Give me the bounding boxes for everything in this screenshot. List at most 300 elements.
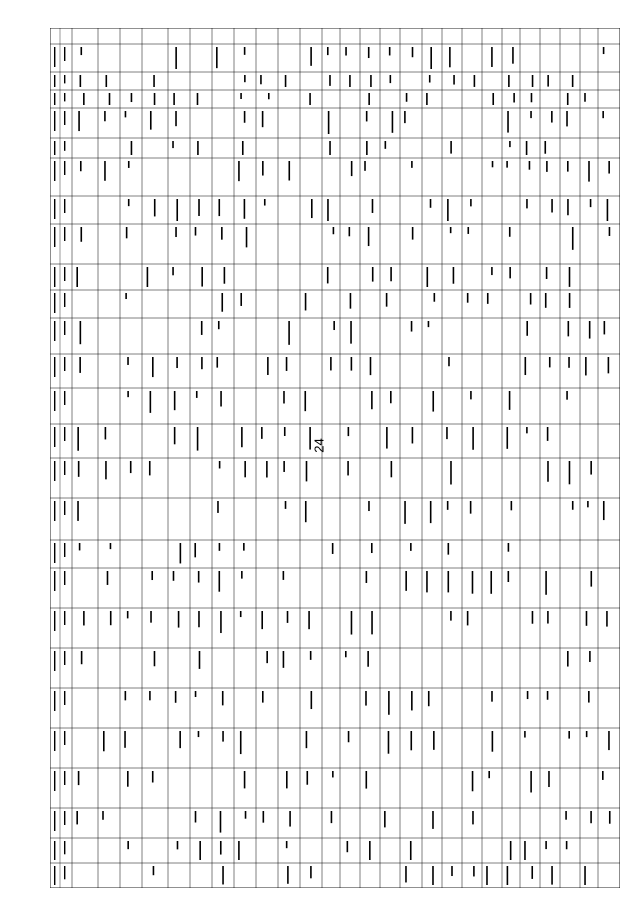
cell-mark [109, 93, 111, 105]
cell-mark [220, 811, 222, 833]
header-mark [64, 731, 65, 745]
header-mark [64, 501, 65, 515]
cell-mark [568, 731, 570, 739]
cell-mark [284, 427, 286, 436]
cell-mark [128, 161, 130, 168]
cell-mark [368, 227, 370, 246]
cell-mark [506, 427, 508, 449]
cell-mark [547, 75, 549, 87]
cell-mark [509, 227, 511, 237]
cell-mark [529, 161, 531, 170]
cell-mark [545, 293, 547, 308]
header-mark [54, 427, 55, 447]
cell-mark [508, 75, 510, 87]
cell-mark [220, 391, 222, 407]
cell-mark [80, 161, 82, 171]
cell-mark [175, 111, 177, 126]
cell-mark [491, 47, 493, 67]
cell-mark [549, 357, 551, 367]
cell-mark [492, 93, 494, 105]
cell-mark [410, 731, 412, 750]
cell-mark [590, 461, 592, 475]
cell-mark [509, 267, 511, 278]
cell-mark [222, 866, 224, 884]
cell-mark [432, 811, 434, 829]
header-mark [64, 691, 65, 705]
cell-mark [306, 461, 308, 481]
cell-mark [79, 543, 81, 550]
cell-mark [470, 501, 472, 514]
cell-mark [124, 731, 126, 748]
cell-mark [603, 501, 605, 520]
cell-mark [470, 199, 472, 206]
cell-mark [545, 571, 547, 595]
cell-mark [547, 691, 549, 700]
header-mark [64, 227, 65, 241]
cell-mark [551, 866, 553, 885]
cell-mark [289, 811, 291, 827]
cell-mark [125, 111, 127, 117]
cell-mark [240, 93, 242, 99]
cell-mark [430, 501, 432, 523]
cell-mark [347, 841, 349, 852]
cell-mark [80, 47, 82, 55]
cell-mark [240, 731, 242, 754]
cell-mark [450, 227, 452, 233]
cell-mark [490, 571, 492, 594]
header-mark [54, 267, 55, 287]
cell-mark [244, 47, 246, 55]
cell-mark [372, 199, 374, 213]
cell-mark [196, 391, 198, 398]
cell-mark [106, 75, 108, 87]
cell-mark [125, 293, 127, 299]
cell-mark [244, 111, 246, 123]
header-mark [64, 841, 65, 854]
cell-mark [308, 611, 310, 629]
cell-mark [195, 811, 197, 822]
header-mark [54, 571, 55, 591]
cell-mark [551, 111, 553, 123]
cell-mark [131, 141, 133, 155]
cell-mark [126, 227, 128, 238]
cell-mark [351, 611, 353, 635]
cell-mark [195, 691, 197, 697]
cell-mark [388, 731, 390, 754]
cell-mark [427, 267, 429, 287]
cell-mark [532, 75, 534, 87]
cell-mark [80, 321, 82, 344]
cell-mark [80, 75, 82, 87]
cell-mark [567, 93, 569, 105]
header-mark [54, 111, 55, 131]
cell-mark [447, 199, 449, 221]
cell-mark [590, 199, 592, 207]
header-mark [64, 427, 65, 441]
cell-mark [262, 111, 264, 127]
cell-mark [509, 141, 511, 147]
cell-mark [310, 866, 312, 878]
cell-mark [434, 293, 436, 302]
cell-mark [411, 691, 413, 710]
cell-mark [194, 543, 196, 557]
cell-mark [149, 691, 151, 700]
cell-mark [221, 293, 223, 312]
cell-mark [608, 357, 610, 373]
cell-mark [175, 47, 177, 69]
cell-mark [412, 227, 414, 240]
cell-mark [105, 461, 107, 479]
cell-mark [197, 93, 199, 105]
cell-mark [531, 866, 533, 879]
cell-mark [288, 161, 290, 181]
cell-mark [603, 47, 605, 54]
cell-mark [150, 111, 152, 130]
cell-mark [110, 543, 112, 549]
rotated-data-table [50, 28, 620, 888]
cell-mark [264, 199, 266, 206]
cell-mark [197, 141, 199, 155]
cell-mark [547, 461, 549, 482]
cell-mark [127, 611, 129, 618]
cell-mark [266, 651, 268, 663]
cell-mark [238, 841, 240, 860]
cell-mark [105, 427, 107, 439]
cell-mark [472, 427, 474, 450]
cell-mark [569, 293, 571, 308]
cell-mark [333, 321, 335, 330]
cell-mark [526, 427, 528, 433]
cell-mark [102, 811, 104, 820]
cell-mark [261, 611, 263, 629]
cell-mark [327, 267, 329, 283]
header-mark [54, 141, 55, 155]
table-grid [50, 28, 620, 888]
cell-mark [365, 771, 367, 789]
cell-mark [283, 651, 285, 668]
cell-mark [310, 651, 312, 660]
cell-mark [172, 141, 174, 148]
cell-mark [216, 357, 218, 368]
cell-mark [432, 866, 434, 885]
header-mark [64, 611, 65, 625]
cell-mark [329, 75, 331, 86]
cell-mark [527, 691, 529, 699]
cell-mark [286, 841, 288, 848]
cell-mark [586, 731, 588, 737]
cell-mark [244, 75, 246, 82]
cell-mark [240, 611, 242, 617]
cell-mark [530, 771, 532, 792]
cell-mark [219, 461, 221, 468]
cell-mark [177, 841, 179, 849]
cell-mark [572, 227, 574, 250]
header-mark [54, 731, 55, 751]
cell-mark [351, 357, 353, 371]
cell-mark [546, 267, 548, 279]
cell-mark [125, 691, 127, 700]
cell-mark [510, 841, 512, 860]
cell-mark [567, 651, 569, 667]
cell-mark [283, 461, 285, 472]
cell-mark [103, 731, 105, 751]
cell-mark [509, 391, 511, 410]
cell-mark [430, 47, 432, 69]
cell-mark [260, 75, 262, 84]
cell-mark [568, 321, 570, 336]
cell-mark [385, 141, 387, 149]
header-mark [54, 841, 55, 860]
cell-mark [474, 75, 476, 87]
cell-mark [238, 161, 240, 181]
cell-mark [201, 357, 203, 369]
cell-mark [372, 267, 374, 282]
cell-mark [195, 227, 197, 236]
cell-mark [448, 543, 450, 555]
cell-mark [569, 267, 571, 287]
cell-mark [511, 501, 513, 510]
cell-mark [104, 161, 106, 181]
cell-mark [348, 731, 350, 742]
cell-mark [405, 571, 407, 591]
cell-mark [608, 731, 610, 750]
cell-mark [201, 321, 203, 335]
cell-mark [607, 199, 609, 221]
cell-mark [218, 321, 220, 329]
cell-mark [366, 141, 368, 155]
header-mark [54, 501, 55, 521]
cell-mark [608, 161, 610, 174]
cell-mark [428, 321, 430, 327]
cell-mark [79, 357, 81, 373]
cell-mark [175, 691, 177, 703]
header-mark [54, 161, 55, 181]
cell-mark [609, 227, 611, 236]
cell-mark [263, 811, 265, 823]
cell-mark [450, 461, 452, 485]
cell-mark [368, 47, 370, 58]
header-mark [54, 93, 55, 105]
cell-mark [530, 293, 532, 305]
cell-mark [430, 199, 432, 208]
cell-mark [333, 227, 335, 234]
header-mark [64, 47, 65, 61]
header-mark [54, 771, 55, 791]
cell-mark [532, 611, 534, 624]
cell-mark [551, 199, 553, 212]
page-number: 24 [311, 438, 327, 453]
cell-mark [351, 161, 353, 176]
cell-mark [242, 141, 244, 155]
cell-mark [197, 427, 199, 451]
cell-mark [311, 199, 313, 218]
cell-mark [221, 227, 223, 240]
cell-mark [288, 321, 290, 345]
header-mark [54, 611, 55, 631]
header-mark [64, 357, 65, 371]
cell-mark [110, 611, 112, 625]
header-mark [54, 199, 55, 219]
cell-mark [180, 543, 182, 563]
cell-mark [449, 47, 451, 67]
cell-mark [154, 199, 156, 216]
cell-mark [243, 543, 245, 551]
cell-mark [286, 357, 288, 371]
cell-mark [404, 111, 406, 123]
cell-mark [244, 771, 246, 788]
cell-mark [390, 391, 392, 403]
cell-mark [472, 571, 474, 594]
cell-mark [566, 841, 568, 849]
cell-mark [447, 501, 449, 510]
cell-mark [266, 461, 268, 477]
cell-mark [371, 391, 373, 409]
cell-mark [76, 811, 78, 824]
cell-mark [327, 47, 329, 55]
cell-mark [467, 293, 469, 303]
cell-mark [332, 543, 334, 554]
header-mark [54, 75, 55, 87]
cell-mark [261, 427, 263, 439]
cell-mark [76, 267, 78, 287]
cell-mark [432, 391, 434, 412]
cell-mark [524, 841, 526, 860]
cell-mark [530, 111, 532, 118]
cell-mark [386, 427, 388, 449]
header-mark [64, 461, 65, 475]
header-mark [64, 111, 65, 125]
cell-mark [244, 199, 246, 219]
cell-mark [305, 501, 307, 522]
cell-mark [524, 731, 526, 738]
header-mark [54, 691, 55, 711]
cell-mark [147, 267, 149, 287]
header-mark [54, 543, 55, 563]
cell-mark [305, 293, 307, 310]
header-mark [64, 199, 65, 213]
cell-mark [283, 391, 285, 403]
cell-mark [332, 771, 334, 777]
cell-mark [370, 75, 372, 87]
header-mark [64, 293, 65, 307]
cell-mark [218, 571, 220, 592]
cell-mark [602, 111, 604, 118]
cell-mark [392, 111, 394, 133]
cell-mark [491, 691, 493, 702]
cell-mark [491, 267, 493, 275]
cell-mark [410, 841, 412, 860]
header-mark [54, 47, 55, 67]
cell-mark [526, 199, 528, 208]
cell-mark [450, 141, 452, 154]
cell-mark [199, 841, 201, 860]
cell-mark [286, 771, 288, 788]
cell-mark [548, 771, 550, 787]
cell-mark [487, 293, 489, 304]
cell-mark [386, 293, 388, 307]
cell-mark [287, 866, 289, 884]
cell-mark [345, 651, 347, 657]
cell-mark [366, 571, 368, 583]
cell-mark [451, 866, 453, 876]
cell-mark [512, 47, 514, 64]
cell-mark [486, 866, 488, 885]
cell-mark [220, 611, 222, 633]
cell-mark [584, 866, 586, 885]
cell-mark [127, 391, 129, 397]
cell-mark [173, 93, 175, 105]
cell-mark [219, 543, 221, 551]
cell-mark [331, 811, 333, 823]
header-mark [64, 267, 65, 281]
cell-mark [152, 357, 154, 377]
header-mark [54, 461, 55, 481]
cell-mark [567, 161, 569, 172]
cell-mark [283, 571, 285, 580]
cell-mark [453, 267, 455, 284]
cell-mark [405, 866, 407, 882]
cell-mark [567, 199, 569, 215]
cell-mark [199, 651, 201, 669]
cell-mark [506, 161, 508, 168]
cell-mark [128, 199, 130, 206]
cell-mark [244, 461, 246, 477]
cell-mark [245, 811, 247, 819]
cell-mark [262, 161, 264, 176]
cell-mark [173, 571, 175, 581]
cell-mark [175, 227, 177, 237]
cell-mark [222, 731, 224, 742]
cell-mark [246, 227, 248, 247]
cell-mark [366, 111, 368, 121]
cell-mark [149, 461, 151, 475]
cell-mark [492, 161, 494, 167]
cell-mark [176, 199, 178, 221]
cell-mark [150, 391, 152, 413]
cell-mark [367, 651, 369, 667]
cell-mark [198, 731, 200, 737]
cell-mark [388, 691, 390, 715]
cell-mark [472, 811, 474, 824]
cell-mark [327, 199, 329, 221]
cell-mark [389, 47, 391, 55]
cell-mark [545, 841, 547, 849]
cell-mark [78, 771, 80, 785]
cell-mark [151, 571, 153, 580]
header-mark [54, 651, 55, 671]
header-mark [64, 866, 65, 879]
cell-mark [584, 93, 586, 102]
cell-mark [349, 227, 351, 236]
cell-mark [77, 427, 79, 451]
header-mark [54, 357, 55, 377]
cell-mark [178, 611, 180, 628]
cell-mark [572, 75, 574, 87]
cell-mark [426, 93, 428, 105]
cell-mark [368, 93, 370, 105]
cell-mark [179, 731, 181, 748]
cell-mark [568, 357, 570, 368]
cell-mark [472, 771, 474, 791]
cell-mark [450, 611, 452, 621]
cell-mark [525, 357, 527, 375]
header-mark [64, 75, 65, 83]
cell-mark [513, 93, 515, 102]
cell-mark [544, 141, 546, 154]
header-mark [64, 161, 65, 175]
cell-mark [306, 731, 308, 748]
cell-mark [262, 691, 264, 703]
